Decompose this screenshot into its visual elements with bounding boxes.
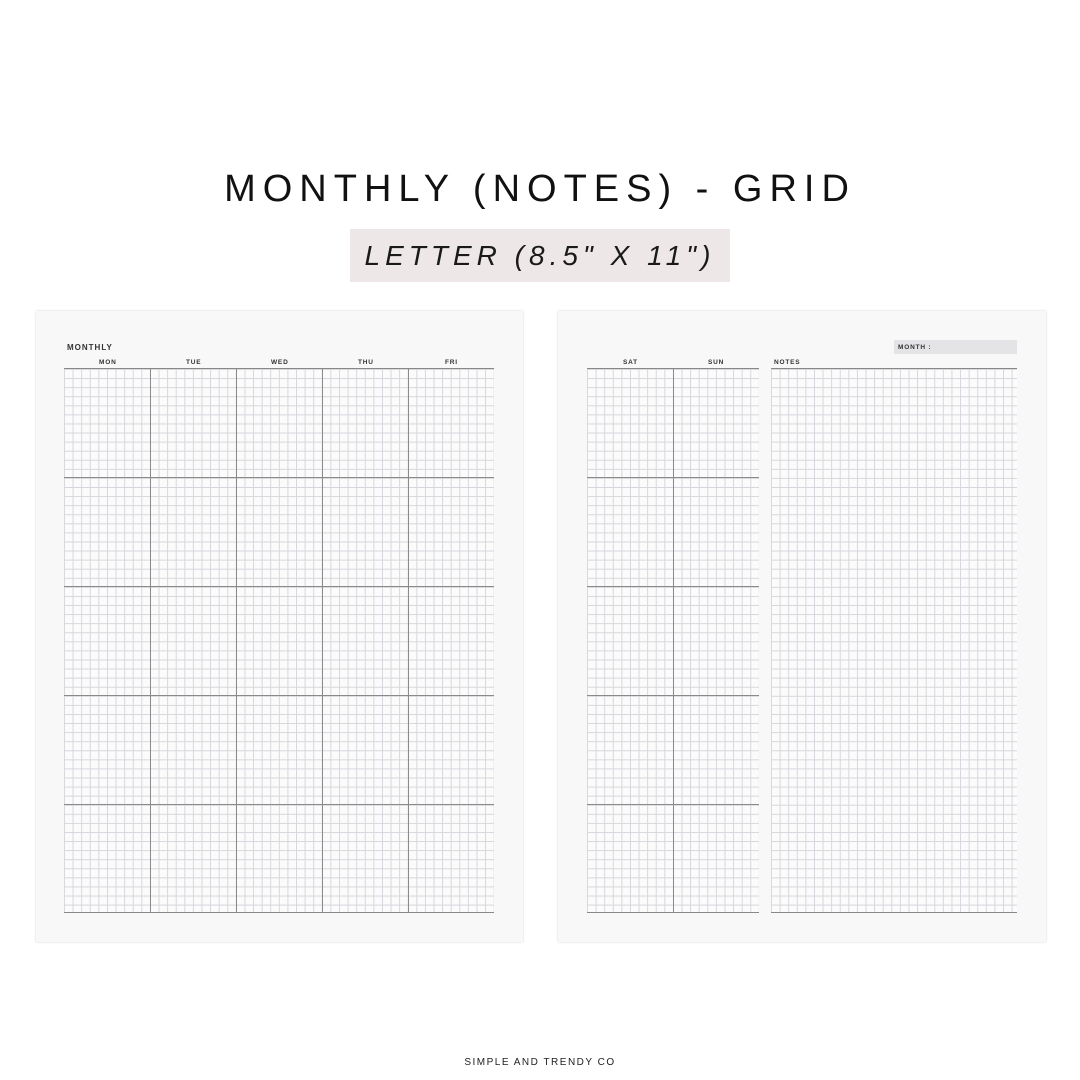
day-label-sat: SAT xyxy=(623,359,638,366)
day-label-thu: THU xyxy=(358,359,374,366)
day-label-sun: SUN xyxy=(708,359,725,366)
week-divider xyxy=(64,586,494,587)
day-label-mon: MON xyxy=(99,359,117,366)
subtitle: LETTER (8.5" X 11") xyxy=(364,239,716,271)
monthly-heading: MONTHLY xyxy=(67,343,113,352)
week-divider xyxy=(64,695,494,696)
week-divider xyxy=(587,586,759,587)
page-title: MONTHLY (NOTES) - GRID xyxy=(224,168,856,210)
brand-footer: SIMPLE AND TRENDY CO xyxy=(464,1057,616,1068)
subtitle-badge xyxy=(350,229,730,282)
day-label-fri: FRI xyxy=(445,359,458,366)
week-divider xyxy=(587,477,759,478)
week-divider xyxy=(64,477,494,478)
month-label: MONTH : xyxy=(898,343,932,351)
day-label-wed: WED xyxy=(271,359,289,366)
column-divider xyxy=(150,368,151,913)
month-field xyxy=(894,340,1017,354)
notes-label: NOTES xyxy=(774,359,801,366)
column-divider xyxy=(673,368,674,913)
column-divider xyxy=(408,368,409,913)
day-label-tue: TUE xyxy=(186,359,202,366)
notes-grid xyxy=(771,368,1017,913)
column-divider xyxy=(236,368,237,913)
week-divider xyxy=(587,804,759,805)
week-divider xyxy=(64,804,494,805)
week-divider xyxy=(587,695,759,696)
column-divider xyxy=(322,368,323,913)
calendar-grid-left xyxy=(64,368,494,913)
